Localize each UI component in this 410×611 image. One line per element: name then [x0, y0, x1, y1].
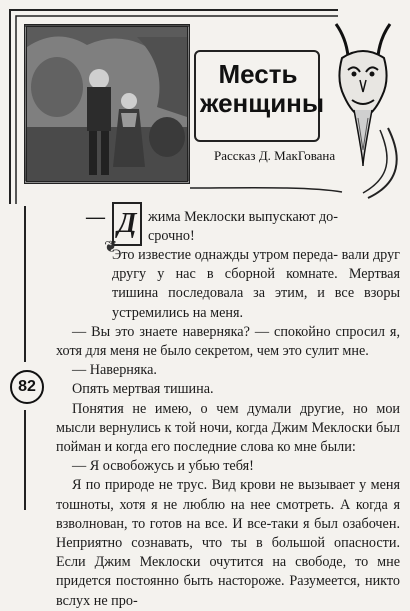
- second-line: срочно!: [148, 228, 195, 244]
- dropcap-letter: Д: [112, 202, 142, 246]
- paragraph-7: Я по природе не трус. Вид крови не вызывает у меня тошноты, хотя я не люблю на нее смотреть. А когда я взволнован, то готов на все. И все-таки я был озабочен. Неприятно сознавать, что ты в большой опасности. Если Джим Меклоски очутится на свободе, то мне придется постоянно быть настороже. Разумеется, никто вслух не про-: [56, 477, 400, 609]
- paragraph-4: Опять мертвая тишина.: [72, 381, 214, 398]
- story-byline: Рассказ Д. МакГована: [214, 148, 336, 163]
- dropcap-dash: —: [86, 207, 105, 228]
- story-illustration: [24, 24, 190, 184]
- paragraph-2: — Вы это знаете наверняка? — спокойно спросил я, хотя для меня не было секретом, чем это сулит мне.: [56, 323, 400, 360]
- devil-mask-icon: [328, 18, 398, 168]
- page-rule-bottom: [24, 410, 26, 510]
- paragraph-6: — Я освобожусь и убью тебя!: [72, 458, 254, 475]
- page-rule-top: [24, 206, 26, 362]
- paragraph-5: Понятия не имею, о чем думали другие, но мои мысли вернулись к той ночи, когда Джим Меклоски был пойман и когда его последние слова ко мне были:: [56, 400, 400, 456]
- dropcap-row: [56, 207, 400, 256]
- flourish-icon: ❦: [104, 239, 118, 256]
- paragraph-3: — Наверняка.: [72, 362, 157, 379]
- first-line: жима Меклоски выпускают до-: [148, 209, 338, 225]
- story-body: [56, 208, 400, 611]
- story-title: Месть женщины: [200, 59, 325, 118]
- page-number: 82: [10, 370, 44, 404]
- paragraph-1: Это известие однажды утром переда- вали друг другу у нас в сборной комнате. Мертвая тишина последовала за этим, и все взоры устремились на меня.: [112, 247, 400, 321]
